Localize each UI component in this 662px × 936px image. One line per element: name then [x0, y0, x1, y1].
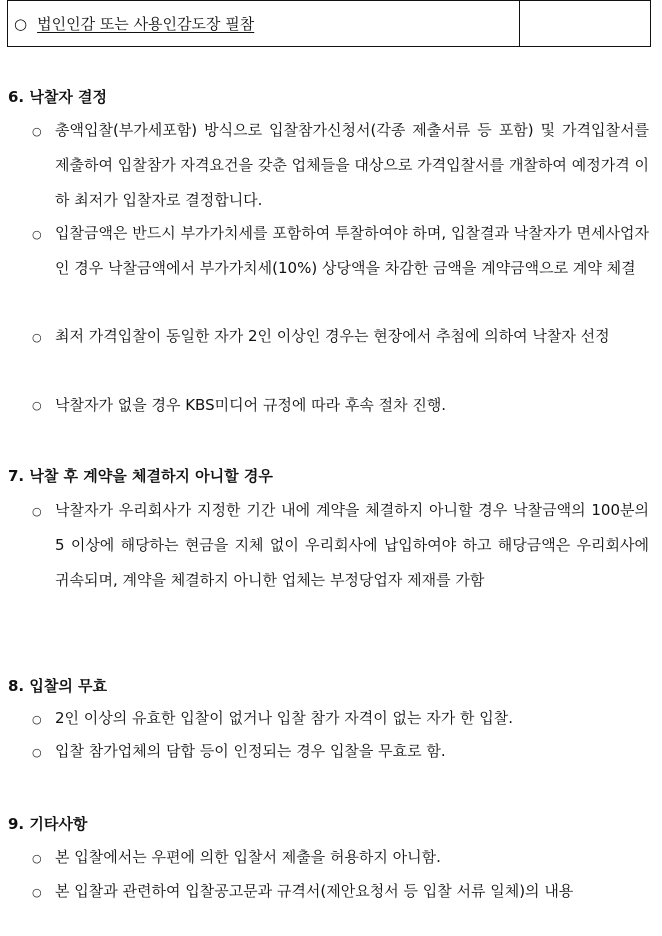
table-row — [8, 1, 651, 47]
list-item: 2인 이상의 유효한 입찰이 없거나 입찰 참가 자격이 없는 자가 한 입찰. — [55, 709, 513, 727]
list-item: 입찰금액은 반드시 부가가치세를 포함하여 투찰하여야 하며, 입찰결과 낙찰자가 면세사업자인 경우 낙찰금액에서 부가가치세(10%) 상당액을 차감한 금액을 계약금액으로 계약 체결 — [55, 224, 649, 277]
bullet-icon: ○ — [32, 331, 42, 344]
list-item: 낙찰자가 없을 경우 KBS미디어 규정에 따라 후속 절차 진행. — [55, 396, 447, 414]
circle-mark: ○ — [14, 15, 28, 33]
list-item: 입찰 참가업체의 담합 등이 인정되는 경우 입찰을 무효로 함. — [55, 742, 446, 760]
bullet-icon: ○ — [32, 746, 42, 759]
list-item: 최저 가격입찰이 동일한 자가 2인 이상인 경우는 현장에서 추첨에 의하여 낙찰자 선정 — [55, 327, 610, 345]
list-item: 본 입찰에서는 우편에 의한 입찰서 제출을 허용하지 아니함. — [55, 848, 441, 866]
requirement-text: 법인인감 또는 사용인감도장 필참 — [37, 15, 255, 33]
bullet-icon: ○ — [32, 505, 42, 518]
section-heading-7: 7. 낙찰 후 계약을 체결하지 아니할 경우 — [8, 467, 273, 485]
list-item: 총액입찰(부가세포함) 방식으로 입찰참가신청서(각종 제출서류 등 포함) 및 가격입찰서를 제출하여 입찰참가 자격요건을 갖춘 업체들을 대상으로 가격입찰서를 개찰하여 예정가격 이하 최저가 입찰자로 결정합니다. — [55, 121, 649, 209]
table-cell-requirement — [8, 1, 520, 47]
bullet-icon: ○ — [32, 125, 42, 138]
bullet-icon: ○ — [32, 886, 42, 899]
requirements-table — [7, 0, 651, 47]
section-heading-8: 8. 입찰의 무효 — [8, 677, 108, 695]
bullet-icon: ○ — [32, 852, 42, 865]
section-heading-6: 6. 낙찰자 결정 — [8, 88, 108, 106]
list-item: 낙찰자가 우리회사가 지정한 기간 내에 계약을 체결하지 아니할 경우 낙찰금액의 100분의 5 이상에 해당하는 현금을 지체 없이 우리회사에 납입하여야 하고 해당금액은 우리회사에 귀속되며, 계약을 체결하지 아니한 업체는 부정당업자 제재를 가함 — [55, 501, 649, 589]
table-cell-empty — [520, 1, 651, 47]
bullet-icon: ○ — [32, 228, 42, 241]
list-item: 본 입찰과 관련하여 입찰공고문과 규격서(제안요청서 등 입찰 서류 일체)의 내용 — [55, 882, 574, 900]
bullet-icon: ○ — [32, 713, 42, 726]
section-heading-9: 9. 기타사항 — [8, 815, 88, 833]
bullet-icon: ○ — [32, 399, 42, 412]
